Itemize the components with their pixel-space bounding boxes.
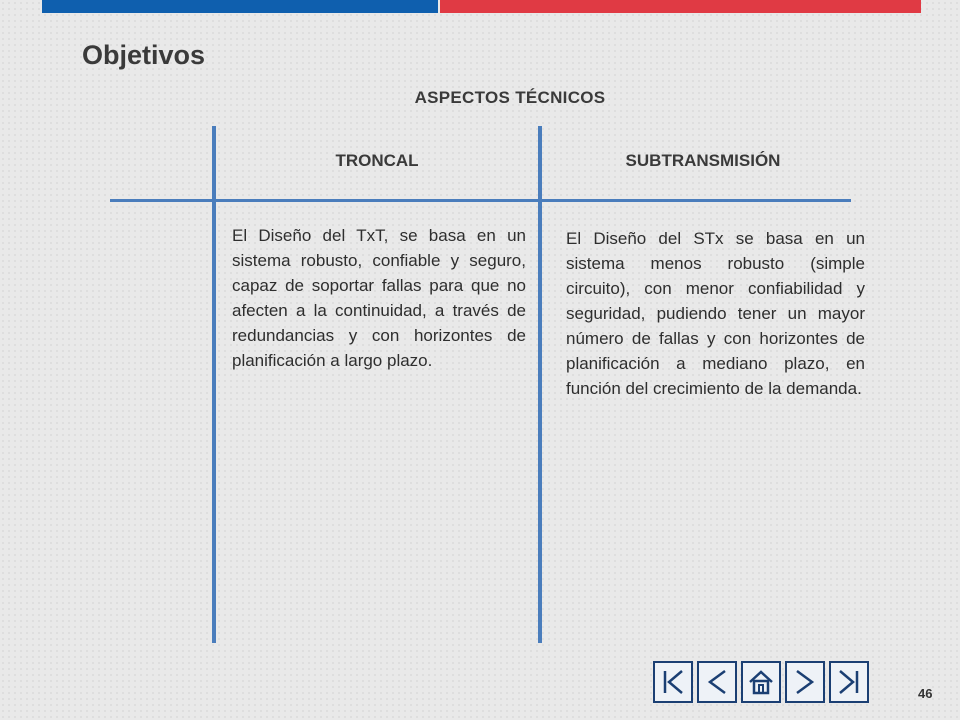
next-slide-button[interactable] [785,661,825,703]
first-icon [658,667,688,697]
top-accent-bar-red [440,0,921,13]
slide-title: Objetivos [82,40,206,70]
column-heading-subtransmision: SUBTRANSMISIÓN [625,151,781,170]
previous-icon [702,667,732,697]
next-icon [790,667,820,697]
column-divider-right [538,126,542,643]
slide-navigation [653,661,869,703]
previous-slide-button[interactable] [697,661,737,703]
home-button[interactable] [741,661,781,703]
header-divider [110,199,851,202]
column-text-subtransmision: El Diseño del STx se basa en un sistema menos robusto (simple circuito), con menor confiabilidad y seguridad, pudiendo tener un mayor número de fallas y con horizontes de planificación a mediano plazo, en función del crecimiento de la demanda. [566,229,865,398]
column-divider-left [212,126,216,643]
page-number: 46 [918,686,933,701]
first-slide-button[interactable] [653,661,693,703]
top-accent-bar-blue [42,0,438,13]
column-heading-troncal: TRONCAL [335,151,419,170]
last-slide-button[interactable] [829,661,869,703]
slide-subtitle: ASPECTOS TÉCNICOS [414,88,606,107]
column-text-troncal: El Diseño del TxT, se basa en un sistema robusto, confiable y seguro, capaz de soportar fallas para que no afecten a la continuidad, a través de redundancias y con horizontes de planificación a largo plazo. [232,226,526,370]
home-icon [746,667,776,697]
last-icon [834,667,864,697]
